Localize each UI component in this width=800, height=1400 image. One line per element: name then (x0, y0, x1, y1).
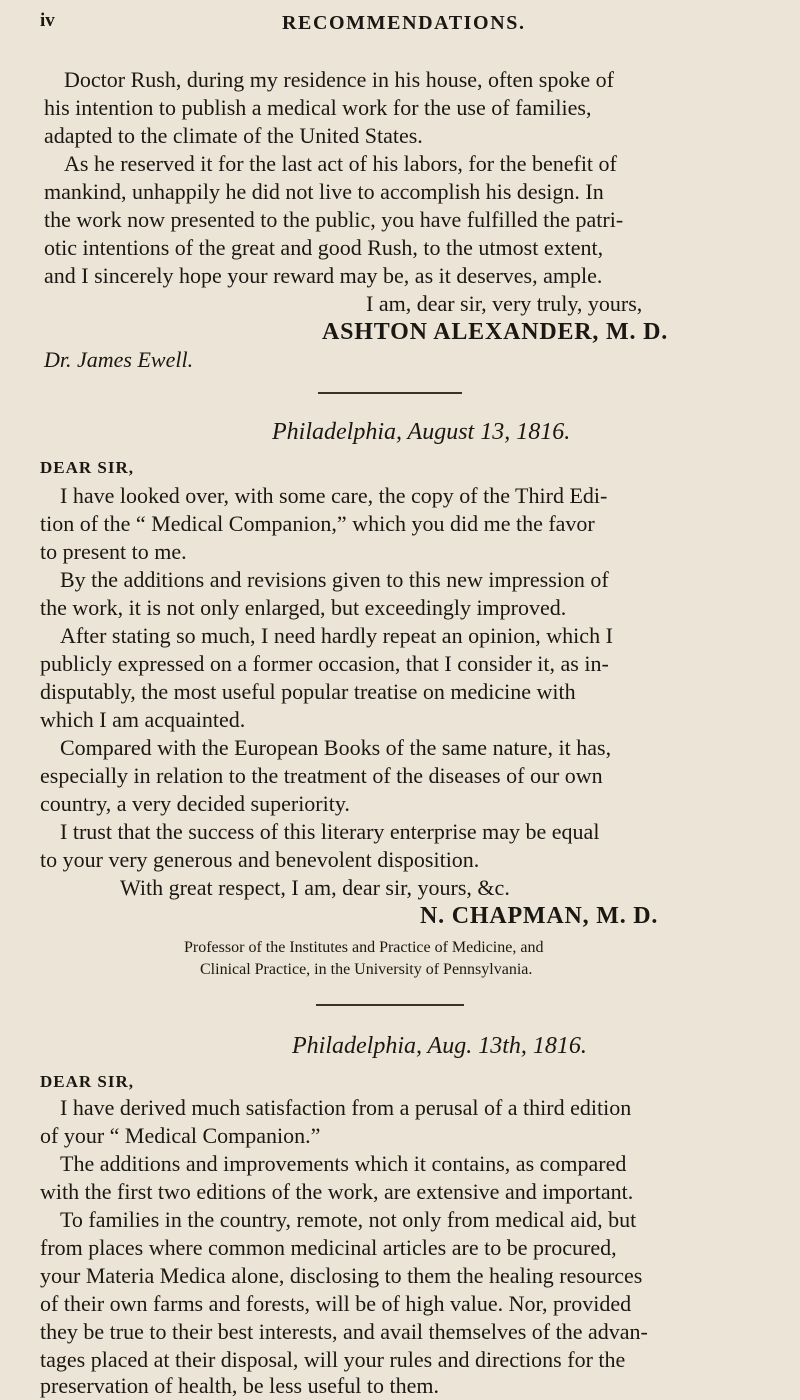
letter3-line: of your “ Medical Companion.” (40, 1123, 321, 1148)
letter3-line: preservation of health, be less useful to them. (40, 1373, 439, 1398)
letter1-addressee: Dr. James Ewell. (44, 347, 194, 372)
letter2-line: publicly expressed on a former occasion, that I consider it, as in- (40, 651, 609, 676)
letter1-line: As he reserved it for the last act of his labors, for the benefit of (64, 151, 617, 176)
letter3-line: your Materia Medica alone, disclosing to them the healing resources (40, 1263, 643, 1288)
letter2-closing: With great respect, I am, dear sir, yours, &c. (120, 875, 510, 900)
letter3-line: of their own farms and forests, will be of high value. Nor, provided (40, 1291, 632, 1316)
letter3-line: from places where common medicinal articles are to be procured, (40, 1235, 617, 1260)
letter1-line: his intention to publish a medical work for the use of families, (44, 95, 592, 120)
running-head: RECOMMENDATIONS. (282, 12, 526, 34)
letter2-line: I have looked over, with some care, the copy of the Third Edi- (60, 483, 608, 508)
letter2-line: to present to me. (40, 539, 187, 564)
letter2-line: to your very generous and benevolent disposition. (40, 847, 480, 872)
letter2-salutation: DEAR SIR, (40, 458, 135, 477)
letter2-dateline: Philadelphia, August 13, 1816. (272, 419, 571, 445)
section-divider (318, 392, 462, 394)
letter1-line: adapted to the climate of the United States. (44, 123, 423, 148)
letter3-line: The additions and improvements which it contains, as compared (60, 1151, 627, 1176)
letter1-line: otic intentions of the great and good Rush, to the utmost extent, (44, 235, 604, 260)
letter2-title-line: Clinical Practice, in the University of Pennsylvania. (200, 961, 533, 978)
letter2-signature: N. CHAPMAN, M. D. (420, 903, 659, 929)
letter2-line: tion of the “ Medical Companion,” which you did me the favor (40, 511, 595, 536)
letter2-line: disputably, the most useful popular treatise on medicine with (40, 679, 576, 704)
letter2-line: By the additions and revisions given to this new impression of (60, 567, 609, 592)
letter3-line: I have derived much satisfaction from a perusal of a third edition (60, 1095, 632, 1120)
page-number: iv (40, 10, 55, 31)
letter2-line: country, a very decided superiority. (40, 791, 350, 816)
letter2-line: which I am acquainted. (40, 707, 246, 732)
letter1-closing: I am, dear sir, very truly, yours, (366, 291, 643, 316)
letter1-signature: ASHTON ALEXANDER, M. D. (322, 319, 668, 345)
page-header (40, 10, 760, 40)
section-divider (316, 1004, 464, 1006)
letter2-line: After stating so much, I need hardly repeat an opinion, which I (60, 623, 613, 648)
letter2-line: I trust that the success of this literary enterprise may be equal (60, 819, 600, 844)
letter1-line: Doctor Rush, during my residence in his house, often spoke of (64, 67, 614, 92)
letter3-dateline: Philadelphia, Aug. 13th, 1816. (292, 1033, 587, 1059)
letter1-line: mankind, unhappily he did not live to accomplish his design. In (44, 179, 604, 204)
letter2-line: the work, it is not only enlarged, but exceedingly improved. (40, 595, 567, 620)
letter3-salutation: DEAR SIR, (40, 1072, 135, 1091)
letter3-line: tages placed at their disposal, will your rules and directions for the (40, 1347, 626, 1372)
letter3-line: To families in the country, remote, not only from medical aid, but (60, 1207, 637, 1232)
letter2-line: Compared with the European Books of the same nature, it has, (60, 735, 612, 760)
letter2-title-line: Professor of the Institutes and Practice of Medicine, and (184, 939, 544, 956)
letter3-line: with the first two editions of the work, are extensive and important. (40, 1179, 634, 1204)
letter2-line: especially in relation to the treatment of the diseases of our own (40, 763, 603, 788)
letter1-line: the work now presented to the public, you have fulfilled the patri- (44, 207, 624, 232)
letter1-line: and I sincerely hope your reward may be, as it deserves, ample. (44, 263, 603, 288)
letter3-line: they be true to their best interests, and avail themselves of the advan- (40, 1319, 648, 1344)
